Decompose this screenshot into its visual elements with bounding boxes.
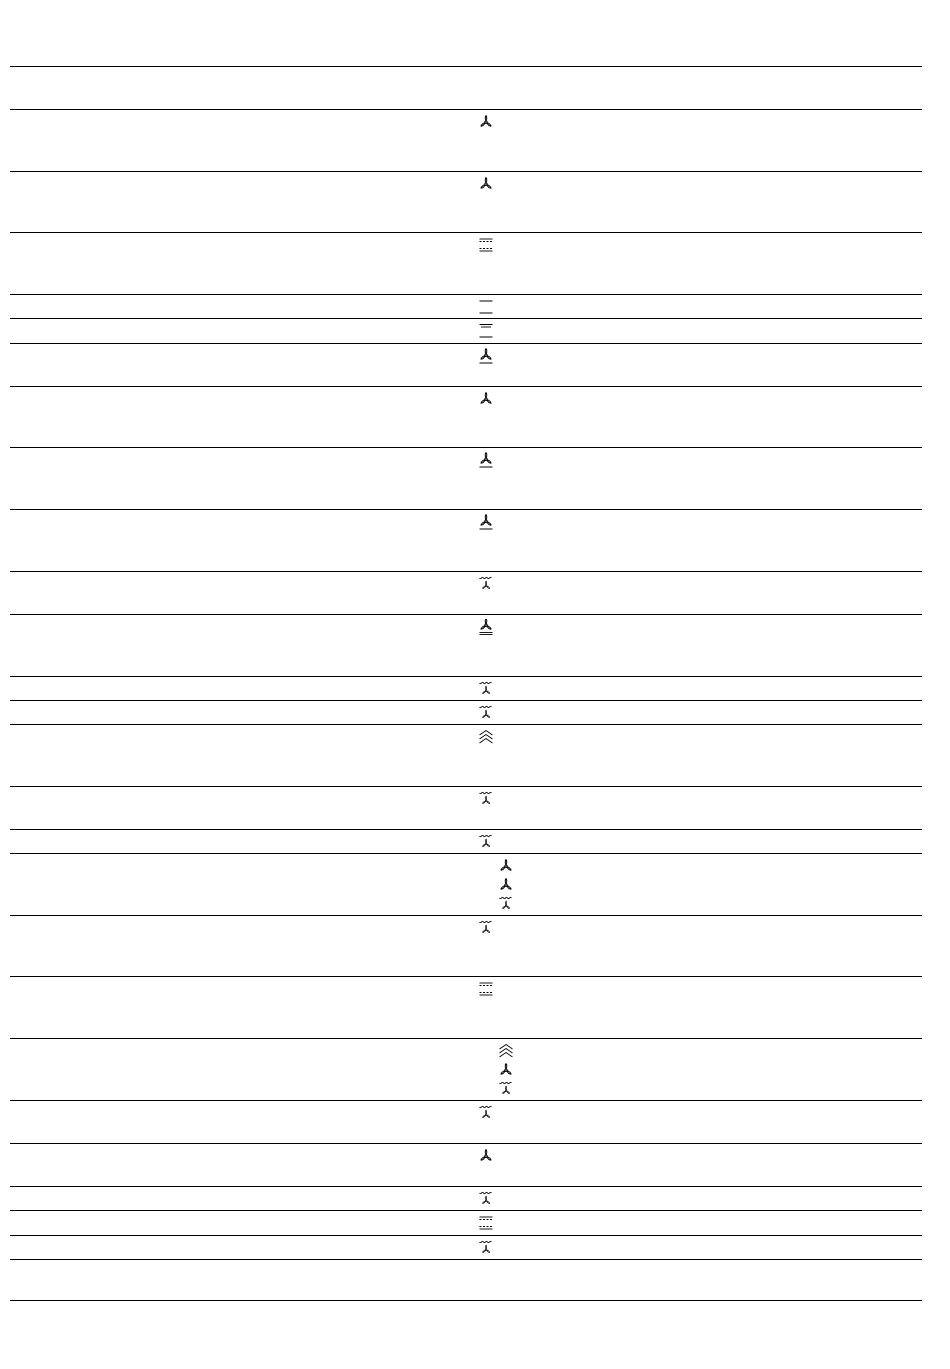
name-cell [10, 387, 380, 447]
fan-icon [498, 858, 514, 874]
symbol-cell [380, 387, 470, 447]
name-cell [10, 1260, 380, 1300]
symbol-group [478, 514, 494, 533]
description-cell [470, 1039, 922, 1100]
table-row [10, 319, 922, 344]
symbol-cell [380, 677, 470, 700]
description-cell [470, 677, 922, 700]
triple-lines-icon [478, 323, 494, 339]
dashed-lines-icon [478, 237, 494, 253]
symbol-cell [380, 572, 470, 614]
table-row [10, 344, 922, 387]
name-cell [10, 1039, 380, 1100]
name-cell [10, 977, 380, 1038]
symbol-group [478, 834, 494, 853]
wave-fan-icon [478, 1240, 494, 1256]
table-row [10, 1211, 922, 1236]
symbol-cell [380, 615, 470, 676]
symbol-group [478, 391, 494, 410]
symbol-group [478, 981, 494, 1000]
wave-fan-icon [478, 1191, 494, 1207]
fan-underline-icon [478, 452, 494, 468]
symbol-group [478, 114, 494, 133]
wave-fan-icon [478, 791, 494, 807]
name-cell [10, 725, 380, 786]
symbol-group [478, 348, 494, 367]
chevrons-up-icon [498, 1043, 514, 1059]
fan-icon [498, 1062, 514, 1078]
name-cell [10, 1211, 380, 1235]
symbols-table [10, 66, 922, 1301]
symbol-cell [380, 830, 470, 853]
symbol-group [478, 619, 494, 638]
name-cell [10, 172, 380, 232]
table-row [10, 172, 922, 233]
table-row [10, 387, 922, 448]
name-cell [10, 1144, 380, 1186]
table-row [10, 233, 922, 295]
name-cell [10, 1187, 380, 1210]
description-cell [470, 387, 922, 447]
wave-fan-icon [478, 681, 494, 697]
symbol-group [478, 1191, 494, 1210]
symbol-cell [380, 510, 470, 571]
description-cell [470, 295, 922, 318]
symbol-group [478, 176, 494, 195]
description-cell [470, 1260, 922, 1300]
table-row [10, 916, 922, 977]
wave-fan-icon [478, 1105, 494, 1121]
symbol-cell [380, 854, 470, 915]
symbol-group [478, 323, 494, 342]
table-row [10, 977, 922, 1039]
table-row [10, 1144, 922, 1187]
fan-icon [498, 877, 514, 893]
symbol-group [478, 1240, 494, 1259]
symbol-group [478, 1215, 494, 1234]
fan-underline-icon [478, 514, 494, 530]
table-row [10, 830, 922, 854]
symbol-group [478, 1105, 494, 1124]
name-cell [10, 916, 380, 976]
symbol-cell [380, 1101, 470, 1143]
wave-fan-icon [478, 576, 494, 592]
description-cell [470, 572, 922, 614]
wave-fan-icon [478, 705, 494, 721]
description-cell [470, 916, 922, 976]
symbol-cell [380, 1211, 470, 1235]
description-cell [470, 977, 922, 1038]
symbol-cell [380, 344, 470, 386]
description-cell [470, 233, 922, 294]
description-cell [470, 319, 922, 343]
description-cell [470, 1187, 922, 1210]
symbol-cell [380, 1039, 470, 1100]
name-cell [10, 295, 380, 318]
name-cell [10, 233, 380, 294]
description-cell [470, 110, 922, 171]
symbol-cell [380, 916, 470, 976]
symbol-group [498, 1043, 514, 1100]
symbol-cell [380, 319, 470, 343]
name-cell [10, 787, 380, 829]
name-cell [10, 1101, 380, 1143]
table-row [10, 572, 922, 615]
symbol-cell [380, 1260, 470, 1300]
fan-double-underline-icon [478, 619, 494, 635]
table-row [10, 677, 922, 701]
description-cell [470, 172, 922, 232]
fan-icon [478, 176, 494, 192]
name-cell [10, 615, 380, 676]
description-cell [470, 615, 922, 676]
symbol-group [478, 791, 494, 810]
description-cell [470, 854, 922, 915]
table-row [10, 67, 922, 110]
description-cell [470, 701, 922, 724]
name-cell [10, 677, 380, 700]
table-row [10, 1101, 922, 1144]
name-cell [10, 67, 380, 109]
fan-underline-icon [478, 348, 494, 364]
wave-fan-icon [498, 896, 514, 912]
dashed-lines-icon [478, 1215, 494, 1231]
fan-icon [478, 1148, 494, 1164]
description-cell [470, 1144, 922, 1186]
table-row [10, 110, 922, 172]
chevrons-up-icon [478, 729, 494, 745]
description-cell [470, 1211, 922, 1235]
table-row [10, 510, 922, 572]
description-cell [470, 344, 922, 386]
name-cell [10, 701, 380, 724]
symbol-cell [380, 977, 470, 1038]
description-cell [470, 67, 922, 109]
wave-fan-icon [478, 834, 494, 850]
symbol-cell [380, 725, 470, 786]
symbol-cell [380, 67, 470, 109]
symbol-cell [380, 787, 470, 829]
fan-icon [478, 391, 494, 407]
symbol-group [478, 920, 494, 939]
double-lines-icon [478, 299, 494, 315]
name-cell [10, 854, 380, 915]
table-row [10, 448, 922, 510]
fan-icon [478, 114, 494, 130]
symbol-group [478, 681, 494, 700]
description-cell [470, 1101, 922, 1143]
table-row [10, 615, 922, 677]
symbol-cell [380, 701, 470, 724]
table-row [10, 1236, 922, 1260]
symbol-cell [380, 172, 470, 232]
wave-fan-icon [478, 920, 494, 936]
symbol-group [478, 1148, 494, 1167]
symbol-group [478, 299, 494, 318]
name-cell [10, 448, 380, 509]
table-row [10, 787, 922, 830]
name-cell [10, 1236, 380, 1259]
symbol-cell [380, 233, 470, 294]
description-cell [470, 787, 922, 829]
symbol-group [478, 576, 494, 595]
wave-fan-icon [498, 1081, 514, 1097]
name-cell [10, 110, 380, 171]
symbol-cell [380, 1144, 470, 1186]
symbol-cell [380, 295, 470, 318]
name-cell [10, 830, 380, 853]
symbol-group [478, 237, 494, 256]
symbol-cell [380, 110, 470, 171]
table-row [10, 725, 922, 787]
description-cell [470, 1236, 922, 1259]
symbol-group [478, 729, 494, 748]
dashed-lines-icon [478, 981, 494, 997]
table-row [10, 854, 922, 916]
name-cell [10, 572, 380, 614]
name-cell [10, 510, 380, 571]
description-cell [470, 448, 922, 509]
symbol-group [478, 705, 494, 724]
description-cell [470, 510, 922, 571]
table-row [10, 1187, 922, 1211]
description-cell [470, 830, 922, 853]
name-cell [10, 319, 380, 343]
description-cell [470, 725, 922, 786]
symbol-group [498, 858, 514, 915]
symbol-group [478, 452, 494, 471]
symbol-cell [380, 1236, 470, 1259]
symbol-cell [380, 448, 470, 509]
table-row [10, 1260, 922, 1301]
table-row [10, 1039, 922, 1101]
table-row [10, 701, 922, 725]
name-cell [10, 344, 380, 386]
table-row [10, 295, 922, 319]
symbol-cell [380, 1187, 470, 1210]
